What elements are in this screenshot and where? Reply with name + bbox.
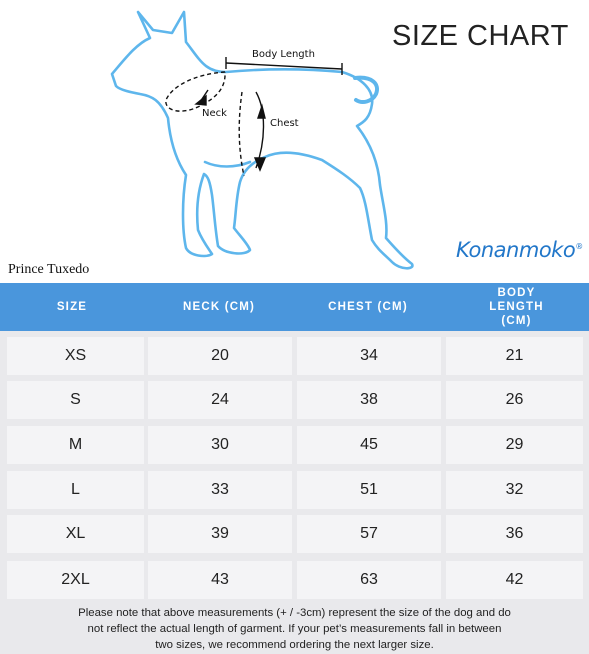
table-header [0, 283, 589, 331]
cell-body-length: 29 [446, 426, 583, 464]
cell-chest: 57 [297, 515, 441, 553]
cell-size: 2XL [7, 561, 144, 599]
header-body-length: BODY LENGTH (CM) [489, 287, 544, 327]
body-length-label: Body Length [252, 49, 315, 60]
cell-size: L [7, 471, 144, 509]
cell-body-length: 21 [446, 337, 583, 375]
note-line: Please note that above measurements (+ / -3cm) represent the size of the dog and do [78, 607, 511, 619]
chest-label: Chest [270, 118, 299, 129]
product-name: Prince Tuxedo [8, 262, 90, 277]
cell-body-length: 26 [446, 381, 583, 419]
header-chest: CHEST (CM) [328, 301, 408, 313]
cell-body-length: 36 [446, 515, 583, 553]
cell-chest: 45 [297, 426, 441, 464]
cell-neck: 20 [148, 337, 292, 375]
cell-neck: 43 [148, 561, 292, 599]
cell-neck: 33 [148, 471, 292, 509]
neck-label: Neck [202, 108, 227, 119]
cell-size: S [7, 381, 144, 419]
cell-neck: 24 [148, 381, 292, 419]
cell-size: XL [7, 515, 144, 553]
cell-chest: 63 [297, 561, 441, 599]
cell-body-length: 42 [446, 561, 583, 599]
cell-size: M [7, 426, 144, 464]
note-line: not reflect the actual length of garment. If your pet’s measurements fall in between [87, 623, 502, 635]
note-line: two sizes, we recommend ordering the next larger size. [155, 639, 434, 651]
cell-neck: 30 [148, 426, 292, 464]
header-neck: NECK (CM) [182, 301, 256, 313]
cell-size: XS [7, 337, 144, 375]
size-table [0, 283, 589, 605]
page-title: SIZE CHART [392, 20, 569, 52]
brand-logo: Konanmoko® [456, 238, 583, 262]
cell-body-length: 32 [446, 471, 583, 509]
cell-neck: 39 [148, 515, 292, 553]
measurement-note [0, 605, 589, 654]
cell-chest: 34 [297, 337, 441, 375]
cell-chest: 38 [297, 381, 441, 419]
cell-chest: 51 [297, 471, 441, 509]
header-size: SIZE [56, 301, 88, 313]
